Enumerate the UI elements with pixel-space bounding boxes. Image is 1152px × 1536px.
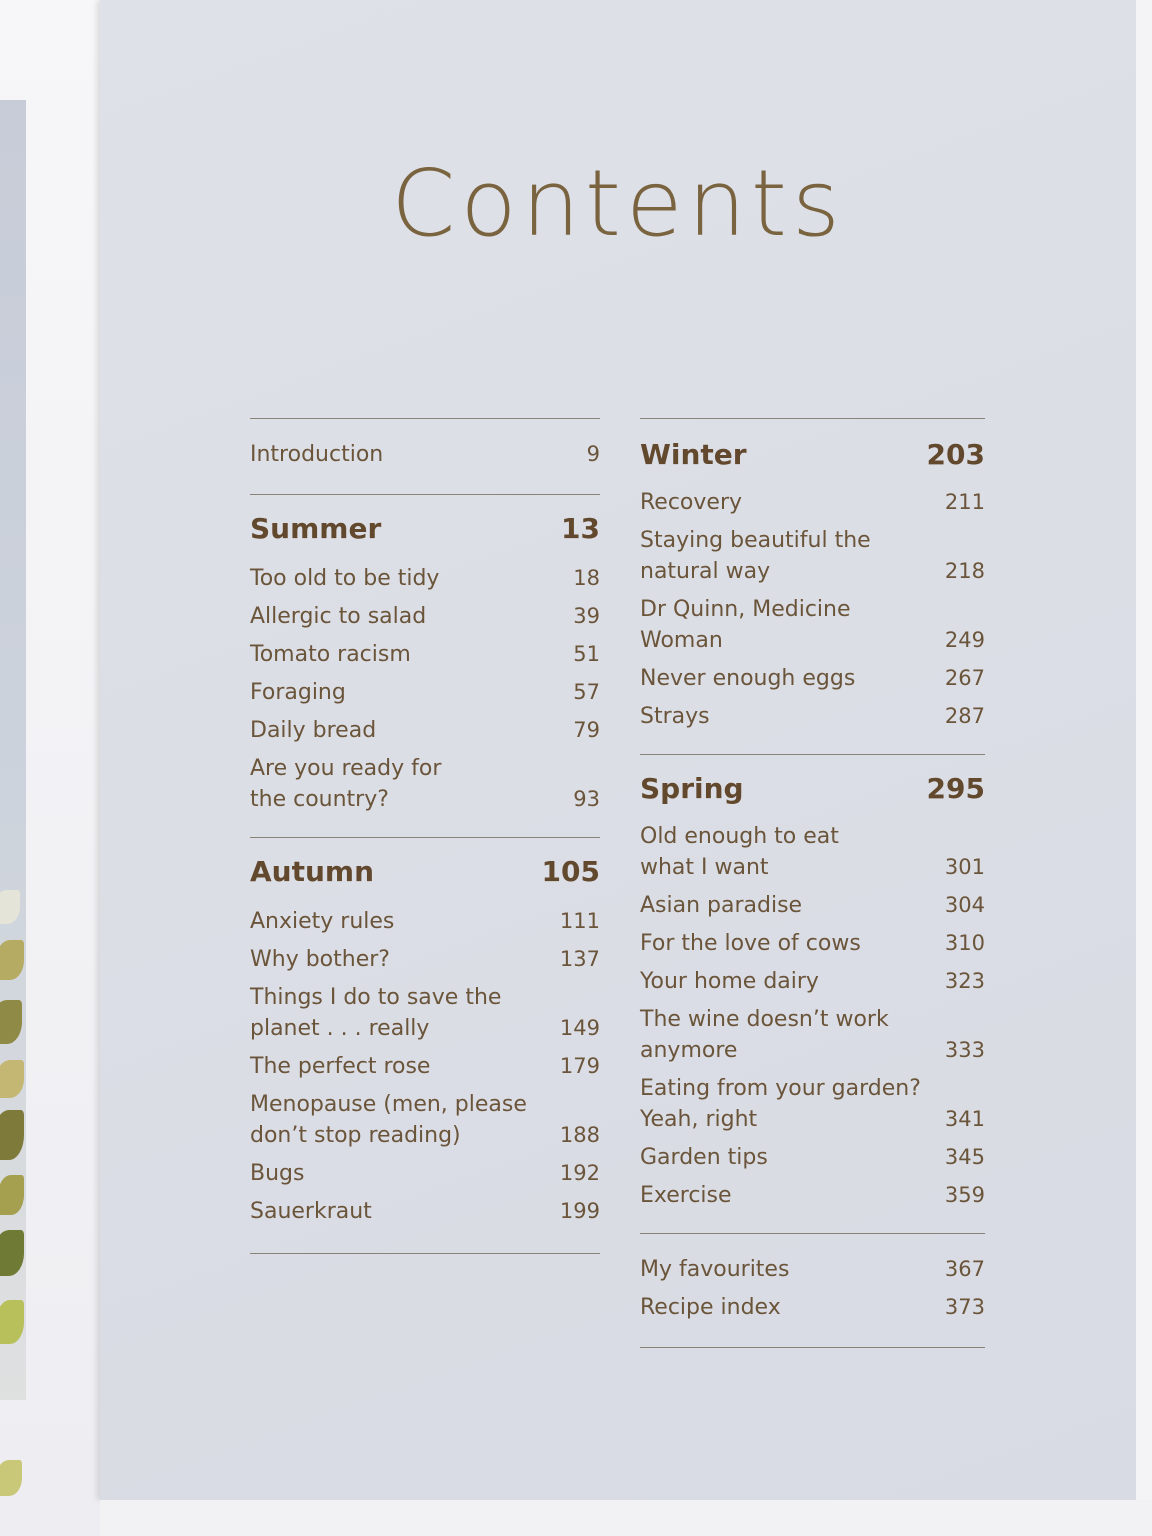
- entry-page: 367: [944, 1257, 985, 1281]
- entry-page: 301: [944, 855, 985, 879]
- toc-entry: [250, 1089, 600, 1151]
- toc-entry: [250, 906, 600, 937]
- entry-page: 267: [944, 666, 985, 690]
- entry-title: Daily bread: [250, 718, 377, 743]
- entry-page: 373: [944, 1295, 985, 1319]
- entry-title: Are you ready for the country?: [250, 756, 442, 812]
- entry-page: 333: [944, 1038, 985, 1062]
- toc-entry: [250, 563, 600, 594]
- section-summer: [250, 511, 600, 547]
- toc-entry: [250, 1158, 600, 1189]
- toc-entry: [250, 944, 600, 975]
- leaf-decoration: [0, 1300, 24, 1344]
- entry-title: Asian paradise: [640, 893, 803, 918]
- previous-page-edge: [0, 0, 100, 1536]
- entry-title: The perfect rose: [250, 1054, 431, 1079]
- toc-entry: [250, 982, 600, 1044]
- entry-page: 304: [944, 893, 985, 917]
- entry-page: 310: [944, 931, 985, 955]
- entry-title: Dr Quinn, Medicine Woman: [640, 597, 851, 653]
- section-page: 203: [926, 438, 985, 471]
- toc-entry: [640, 1004, 985, 1066]
- section-autumn: [250, 854, 600, 890]
- entry-page: 93: [573, 787, 600, 811]
- entry-page: 9: [586, 442, 600, 466]
- entry-title: Exercise: [640, 1183, 732, 1208]
- toc-entry: [640, 594, 985, 656]
- toc-entry: [640, 701, 985, 732]
- entry-page: 218: [944, 559, 985, 583]
- section-page: 13: [561, 512, 600, 545]
- section-title: Spring: [640, 772, 744, 805]
- entry-title: Recipe index: [640, 1295, 781, 1320]
- contents-column-right: [640, 418, 985, 1348]
- entry-page: 287: [944, 704, 985, 728]
- divider: [640, 418, 985, 419]
- leaf-decoration: [0, 1230, 24, 1276]
- toc-entry: [640, 821, 985, 883]
- entry-title: The wine doesn’t work anymore: [640, 1007, 889, 1063]
- entry-page: 179: [559, 1054, 600, 1078]
- entry-page: 199: [559, 1199, 600, 1223]
- toc-entry-introduction: [250, 439, 600, 470]
- contents-column-left: [250, 418, 600, 1254]
- entry-page: 79: [573, 718, 600, 742]
- entry-title: Staying beautiful the natural way: [640, 528, 871, 584]
- entry-page: 57: [573, 680, 600, 704]
- leaf-decoration: [0, 1060, 24, 1098]
- entry-title: Garden tips: [640, 1145, 768, 1170]
- section-title: Autumn: [250, 855, 375, 888]
- section-spring: [640, 771, 985, 807]
- divider: [640, 1347, 985, 1348]
- toc-entry-favourites: [640, 1254, 985, 1285]
- entry-title: Foraging: [250, 680, 346, 705]
- page-bottom-edge: [100, 1500, 1152, 1536]
- section-page: 295: [926, 772, 985, 805]
- toc-entry: [250, 639, 600, 670]
- entry-page: 18: [573, 566, 600, 590]
- entry-title: Introduction: [250, 442, 384, 467]
- entry-title: For the love of cows: [640, 931, 861, 956]
- entry-title: Things I do to save the planet . . . really: [250, 985, 502, 1041]
- divider: [250, 418, 600, 419]
- section-page: 105: [541, 855, 600, 888]
- toc-entry: [640, 663, 985, 694]
- entry-page: 359: [944, 1183, 985, 1207]
- entry-title: Why bother?: [250, 947, 390, 972]
- toc-entry: [640, 928, 985, 959]
- entry-page: 249: [944, 628, 985, 652]
- toc-entry-recipe-index: [640, 1292, 985, 1323]
- page-title: Contents: [391, 150, 845, 257]
- entry-title: Your home dairy: [640, 969, 819, 994]
- divider: [250, 494, 600, 495]
- toc-entry: [640, 1142, 985, 1173]
- entry-title: My favourites: [640, 1257, 790, 1282]
- toc-entry: [640, 890, 985, 921]
- leaf-decoration: [0, 940, 24, 980]
- toc-entry: [250, 715, 600, 746]
- divider: [640, 1233, 985, 1234]
- toc-entry: [250, 753, 600, 815]
- entry-title: Menopause (men, please don’t stop reading): [250, 1092, 527, 1148]
- entry-title: Eating from your garden? Yeah, right: [640, 1076, 921, 1132]
- entry-title: Bugs: [250, 1161, 305, 1186]
- entry-page: 149: [559, 1016, 600, 1040]
- toc-entry: [250, 601, 600, 632]
- toc-entry: [250, 677, 600, 708]
- entry-page: 345: [944, 1145, 985, 1169]
- entry-title: Anxiety rules: [250, 909, 395, 934]
- toc-entry: [640, 1180, 985, 1211]
- entry-page: 51: [573, 642, 600, 666]
- photo-edge: [0, 100, 26, 1400]
- divider: [640, 754, 985, 755]
- entry-title: Allergic to salad: [250, 604, 427, 629]
- entry-page: 188: [559, 1123, 600, 1147]
- section-title: Summer: [250, 512, 382, 545]
- toc-entry: [640, 966, 985, 997]
- leaf-decoration: [0, 1460, 22, 1496]
- toc-entry: [250, 1051, 600, 1082]
- page-right-edge: [1136, 0, 1152, 1500]
- toc-entry: [640, 1073, 985, 1135]
- leaf-decoration: [0, 890, 20, 924]
- entry-title: Sauerkraut: [250, 1199, 372, 1224]
- entry-page: 39: [573, 604, 600, 628]
- entry-title: Tomato racism: [250, 642, 411, 667]
- entry-page: 323: [944, 969, 985, 993]
- divider: [250, 1253, 600, 1254]
- entry-page: 192: [559, 1161, 600, 1185]
- leaf-decoration: [0, 1000, 22, 1044]
- toc-entry: [640, 525, 985, 587]
- entry-title: Strays: [640, 704, 710, 729]
- leaf-decoration: [0, 1110, 24, 1160]
- toc-entry: [250, 1196, 600, 1227]
- entry-page: 137: [559, 947, 600, 971]
- entry-page: 211: [944, 490, 985, 514]
- toc-entry: [640, 487, 985, 518]
- entry-page: 111: [559, 909, 600, 933]
- entry-page: 341: [944, 1107, 985, 1131]
- section-winter: [640, 437, 985, 473]
- entry-title: Recovery: [640, 490, 743, 515]
- divider: [250, 837, 600, 838]
- entry-title: Never enough eggs: [640, 666, 856, 691]
- section-title: Winter: [640, 438, 747, 471]
- entry-title: Too old to be tidy: [250, 566, 440, 591]
- entry-title: Old enough to eat what I want: [640, 824, 839, 880]
- leaf-decoration: [0, 1175, 24, 1215]
